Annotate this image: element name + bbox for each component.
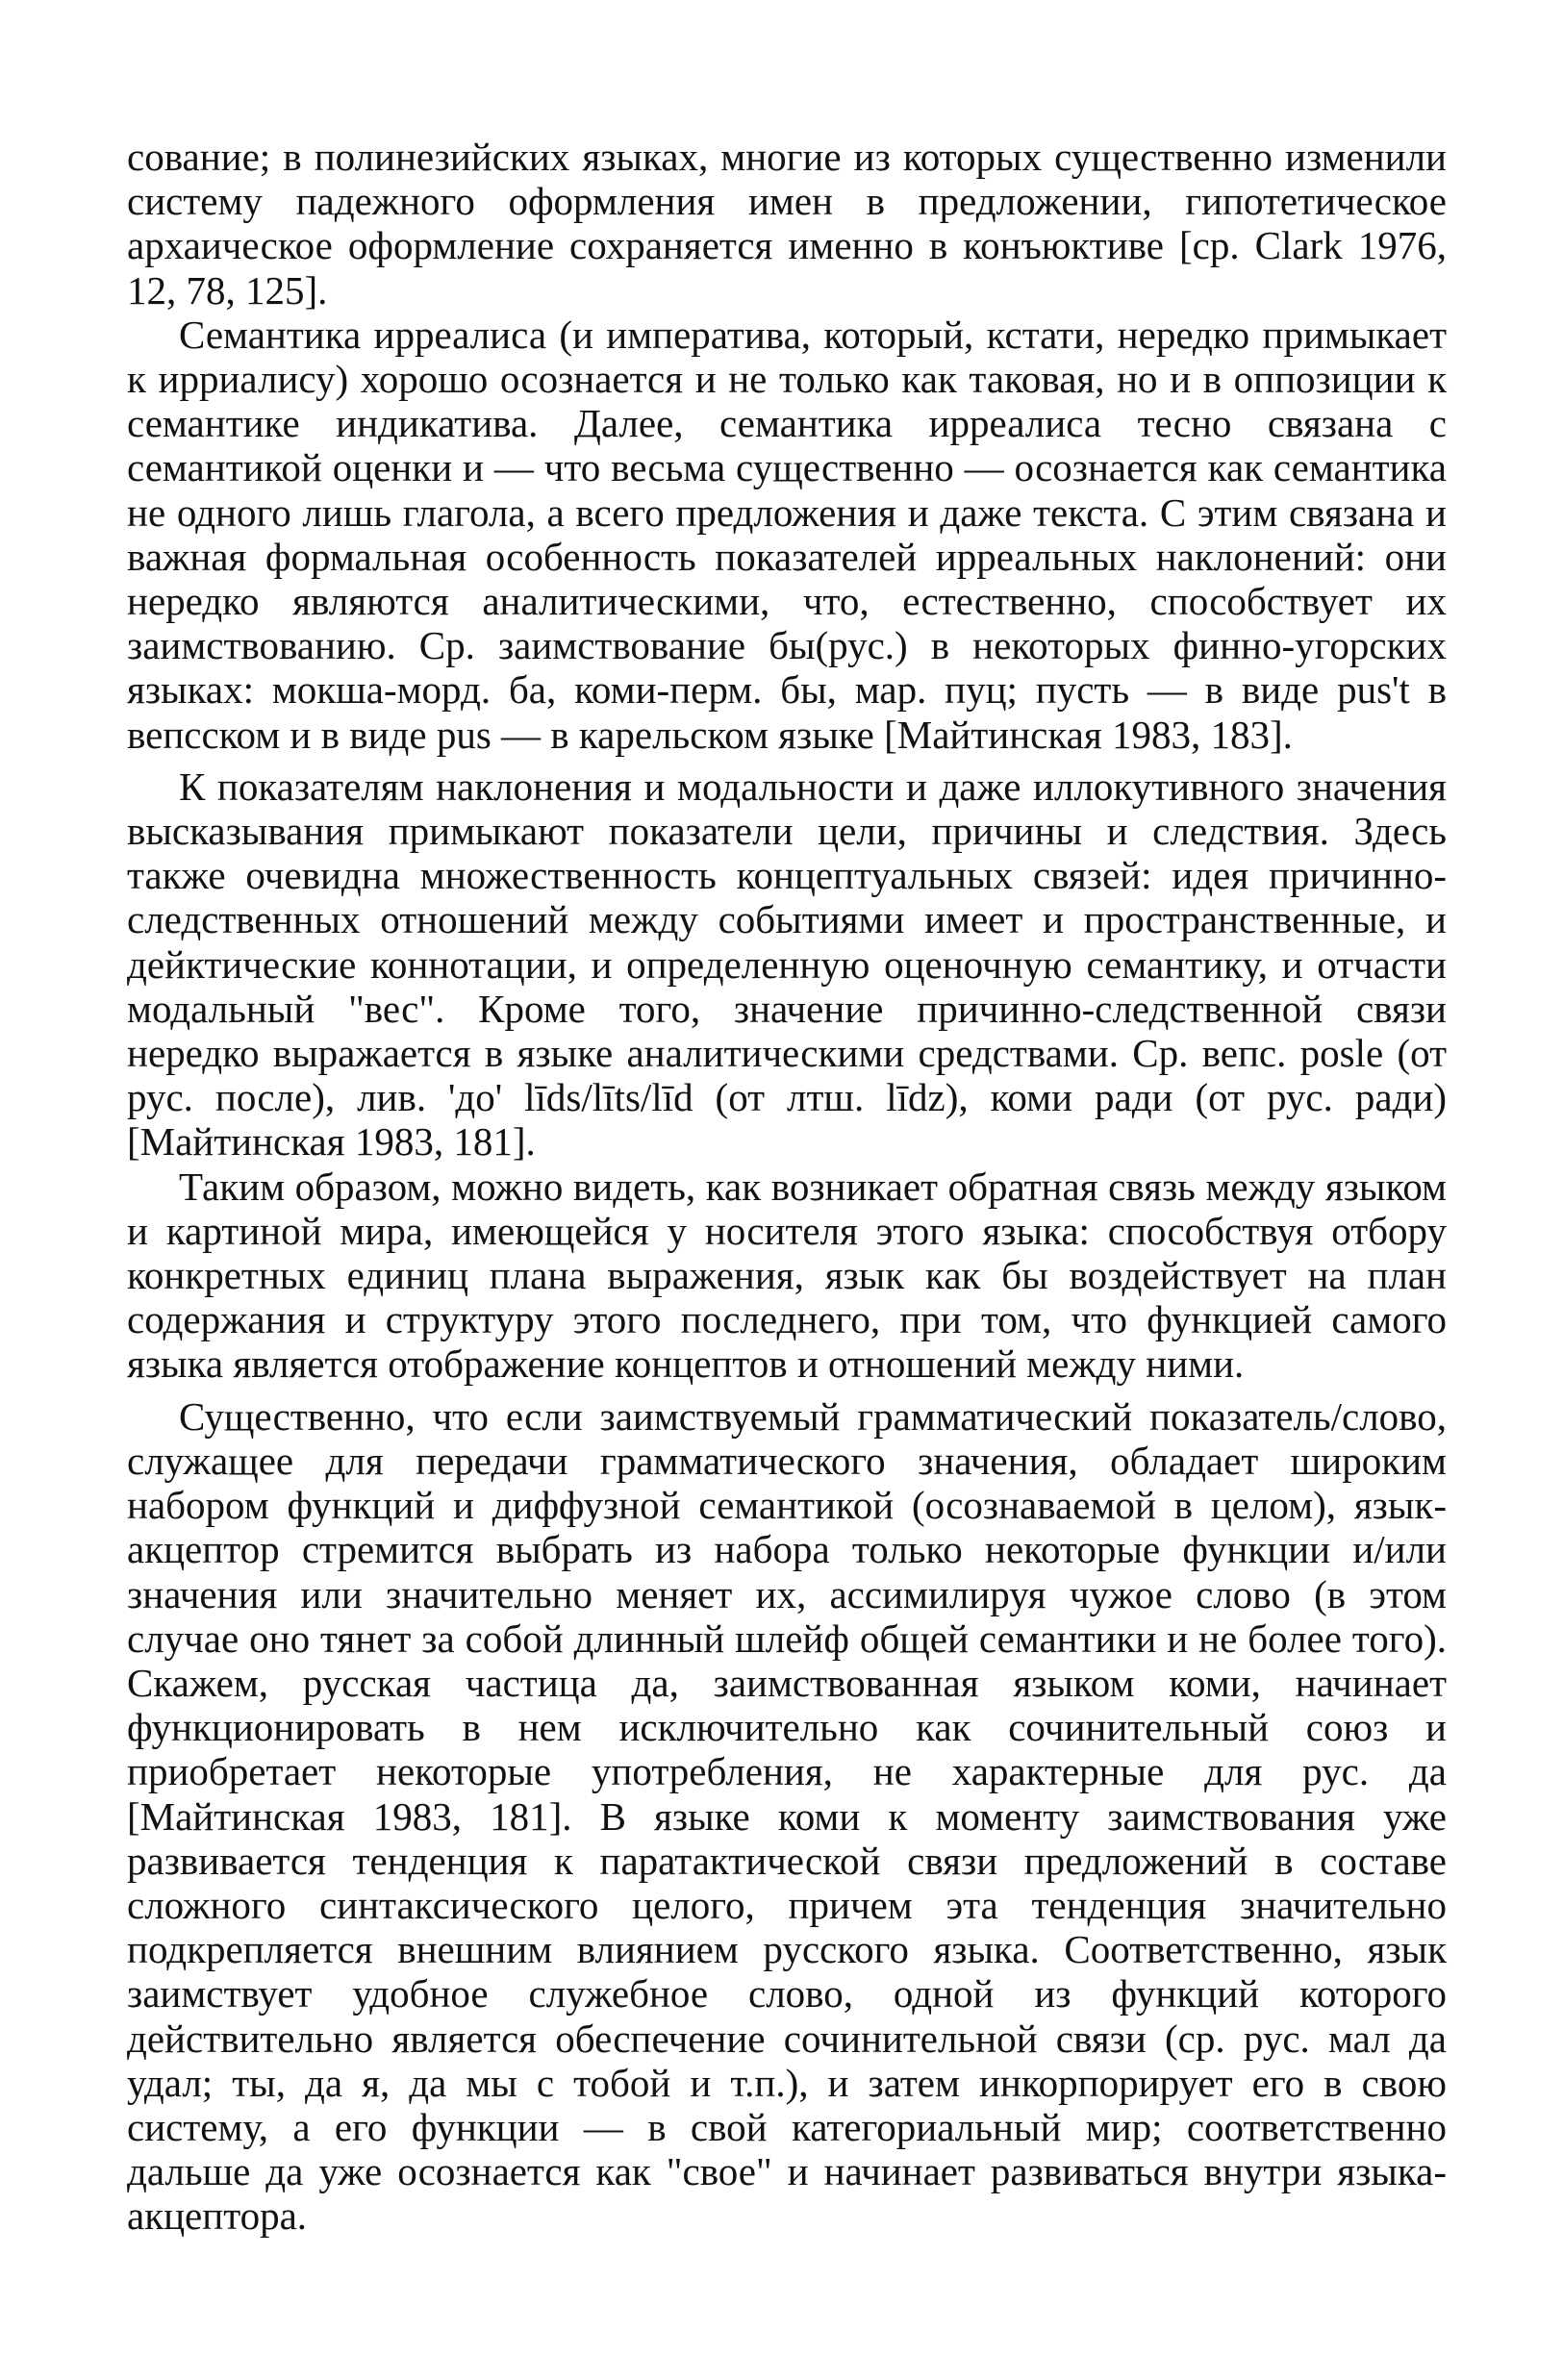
paragraph-borrowed-markers: Существенно, что если заимствуемый грамматический показатель/слово, служащее для передачи грамматического значения, обладает широким набором функций и диффузной семантикой (осознаваемой в целом), язык-акцептор стремится выбрать из набора только некоторые функции и/или значения или значительно меняет их, ассимилируя чужое слово (в этом случае оно тянет за собой длинный шлейф общей семантики и не более того). Скажем, русская частица да, заимствованная языком коми, начинает функционировать в нем исключительно как сочинительный союз и приобретает некоторые употребления, не характерные для рус. да [Майтинская 1983, 181]. В языке коми к моменту заимствования уже развивается тенденция к паратактической связи предложений в составе сложного синтаксического целого, причем эта тенденция значительно подкрепляется внешним влиянием русского языка. Соответственно, язык заимствует удобное служебное слово, одной из функций которого действительно является обеспечение сочинительной связи (ср. рус. мал да удал; ты, да я, да мы с тобой и т.п.), и затем инкорпорирует его в свою систему, а его функции — в свой категориальный мир; соответственно дальше да уже осознается как "свое" и начинает развиваться внутри языка-акцептора. xyxy=(127,1393,1447,2239)
paragraph-feedback-loop: Таким образом, можно видеть, как возникает обратная связь между языком и картиной мира, имеющейся у носителя этого языка: способствуя отбору конкретных единиц плана выражения, язык как бы воздействует на план содержания и структуру этого последнего, при том, что функцией самого языка является отображение концептов и отношений между ними. xyxy=(127,1164,1447,1387)
document-page xyxy=(127,135,1447,2239)
paragraph-mood-markers: К показателям наклонения и модальности и даже иллокутивного значения высказывания примыкают показатели цели, причины и следствия. Здесь также очевидна множественность концептуальных связей: идея причинно-следственных отношений между событиями имеет и пространственные, и дейктические коннотации, и определенную оценочную семантику, и отчасти модальный "вес". Кроме того, значение причинно-следственной связи нередко выражается в языке аналитическими средствами. Ср. вепс. posle (от рус. после), лив. 'до' līds/līts/līd (от лтш. līdz), коми ради (от рус. ради) [Майтинская 1983, 181]. xyxy=(127,764,1447,1165)
paragraph-continuation: сование; в полинезийских языках, многие из которых существенно изменили систему падежного оформления имен в предложении, гипотетическое архаическое оформление сохраняется именно в конъюктиве [ср. Clark 1976, 12, 78, 125]. xyxy=(127,135,1447,313)
paragraph-irrealis-semantics: Семантика ирреалиса (и императива, который, кстати, нередко примыкает к ирриалису) хорошо осознается и не только как таковая, но и в оппозиции к семантике индикатива. Далее, семантика ирреалиса тесно связана с семантикой оценки и — что весьма существенно — осознается как семантика не одного лишь глагола, а всего предложения и даже текста. С этим связана и важная формальная особенность показателей ирреальных наклонений: они нередко являются аналитическими, что, естественно, способствует их заимствованию. Ср. заимствование бы(рус.) в некоторых финно-угорских языках: мокша-морд. ба, коми-перм. бы, мар. пуц; пусть — в виде pus't в вепсском и в виде pus — в карельском языке [Майтинская 1983, 183]. xyxy=(127,312,1447,757)
